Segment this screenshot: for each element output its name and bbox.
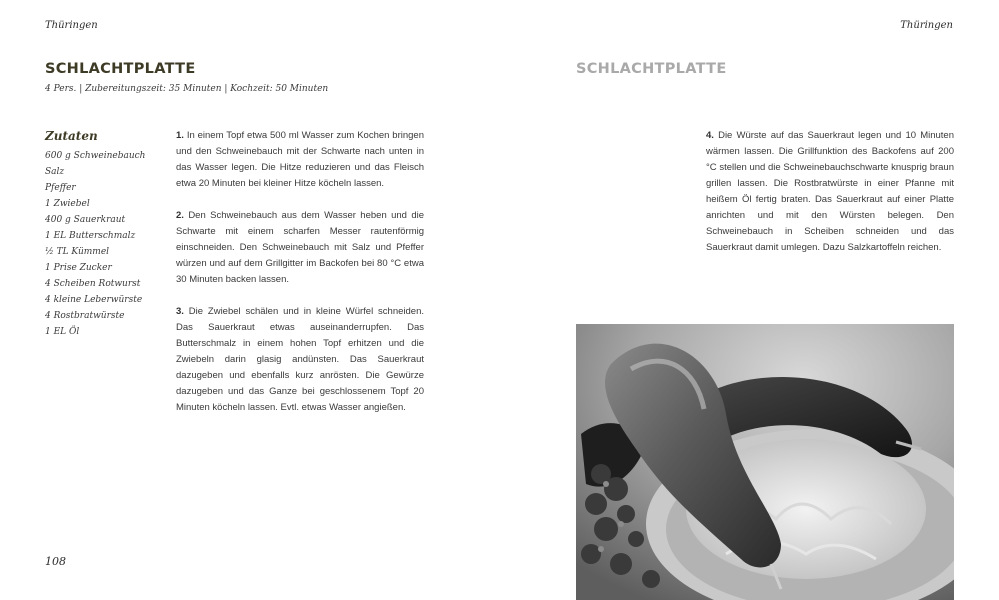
step-3 xyxy=(176,304,424,416)
ingredient-item: 1 EL Öl xyxy=(45,327,80,337)
ingredient-item: 1 Zwiebel xyxy=(45,199,90,209)
recipe-title: SCHLACHTPLATTE xyxy=(45,61,196,77)
step-2 xyxy=(176,208,424,288)
ingredient-item: 4 Rostbratwürste xyxy=(45,311,125,321)
right-page xyxy=(500,0,999,600)
step-1 xyxy=(176,128,424,192)
ingredient-item: ½ TL Kümmel xyxy=(45,247,110,257)
step-number: 2. xyxy=(176,210,184,221)
ingredients-heading: Zutaten xyxy=(45,129,98,143)
running-head: Thüringen xyxy=(45,20,98,31)
ingredients-list xyxy=(45,148,145,340)
step-text: Die Würste auf das Sauerkraut legen und 10 Minuten wärmen lassen. Die Grillfunktion des Backofens auf 200 °C stellen und die Schweinebauchschwarte knusprig braun grillen lassen. Die Rostbratwürste in einer Pfanne mit heißem Öl fertig braten. Das Sauerkraut auf einer Platte anrichten und mit den Würsten belegen. Den Schweinebauch in Scheiben schneiden und das Sauerkraut damit umlegen. Dazu Salzkartoffeln reichen. xyxy=(706,130,954,253)
recipe-title-repeat: SCHLACHTPLATTE xyxy=(576,61,727,77)
step-text: Den Schweinebauch aus dem Wasser heben und die Schwarte mit einem scharfen Messer rautenförmig einschneiden. Den Schweinebauch mit Salz und Pfeffer würzen und auf dem Grillgitter im Backofen bei 80 °C etwa 30 Minuten backen lassen. xyxy=(176,210,424,285)
ingredient-item: 600 g Schweinebauch xyxy=(45,151,146,161)
step-4 xyxy=(706,128,954,256)
sausage-photo xyxy=(576,324,954,600)
ingredient-item: 1 EL Butterschmalz xyxy=(45,231,136,241)
step-text: In einem Topf etwa 500 ml Wasser zum Kochen bringen und den Schweinebauch mit der Schwarte nach unten in das Wasser legen. Die Hitze reduzieren und das Fleisch etwa 20 Minuten bei kleiner Hitze köcheln lassen. xyxy=(176,130,425,189)
step-number: 1. xyxy=(176,130,184,141)
ingredient-item: 1 Prise Zucker xyxy=(45,263,112,273)
page-number: 108 xyxy=(45,555,66,568)
ingredient-item: 4 kleine Leberwürste xyxy=(45,295,143,305)
ingredient-item: Salz xyxy=(45,167,65,177)
sausage-photo-illustration xyxy=(576,324,954,600)
step-number: 3. xyxy=(176,306,184,317)
ingredient-item: 4 Scheiben Rotwurst xyxy=(45,279,141,289)
step-text: Die Zwiebel schälen und in kleine Würfel schneiden. Das Sauerkraut etwas auseinanderrupfen. Das Butterschmalz in einem hohen Topf erhitzen und die Zwiebeln darin glasig andünsten. Das Sauerkraut dazugeben und ebenfalls kurz anrösten. Die Gewürze dazugeben und das Ganze bei geschlossenem Topf 20 Minuten köcheln lassen. Evtl. etwas Wasser angießen. xyxy=(176,306,424,413)
ingredient-item: Pfeffer xyxy=(45,183,76,193)
step-number: 4. xyxy=(706,130,714,141)
running-head: Thüringen xyxy=(900,20,953,31)
recipe-meta: 4 Pers. | Zubereitungszeit: 35 Minuten | Kochzeit: 50 Minuten xyxy=(45,84,329,94)
ingredient-item: 400 g Sauerkraut xyxy=(45,215,126,225)
